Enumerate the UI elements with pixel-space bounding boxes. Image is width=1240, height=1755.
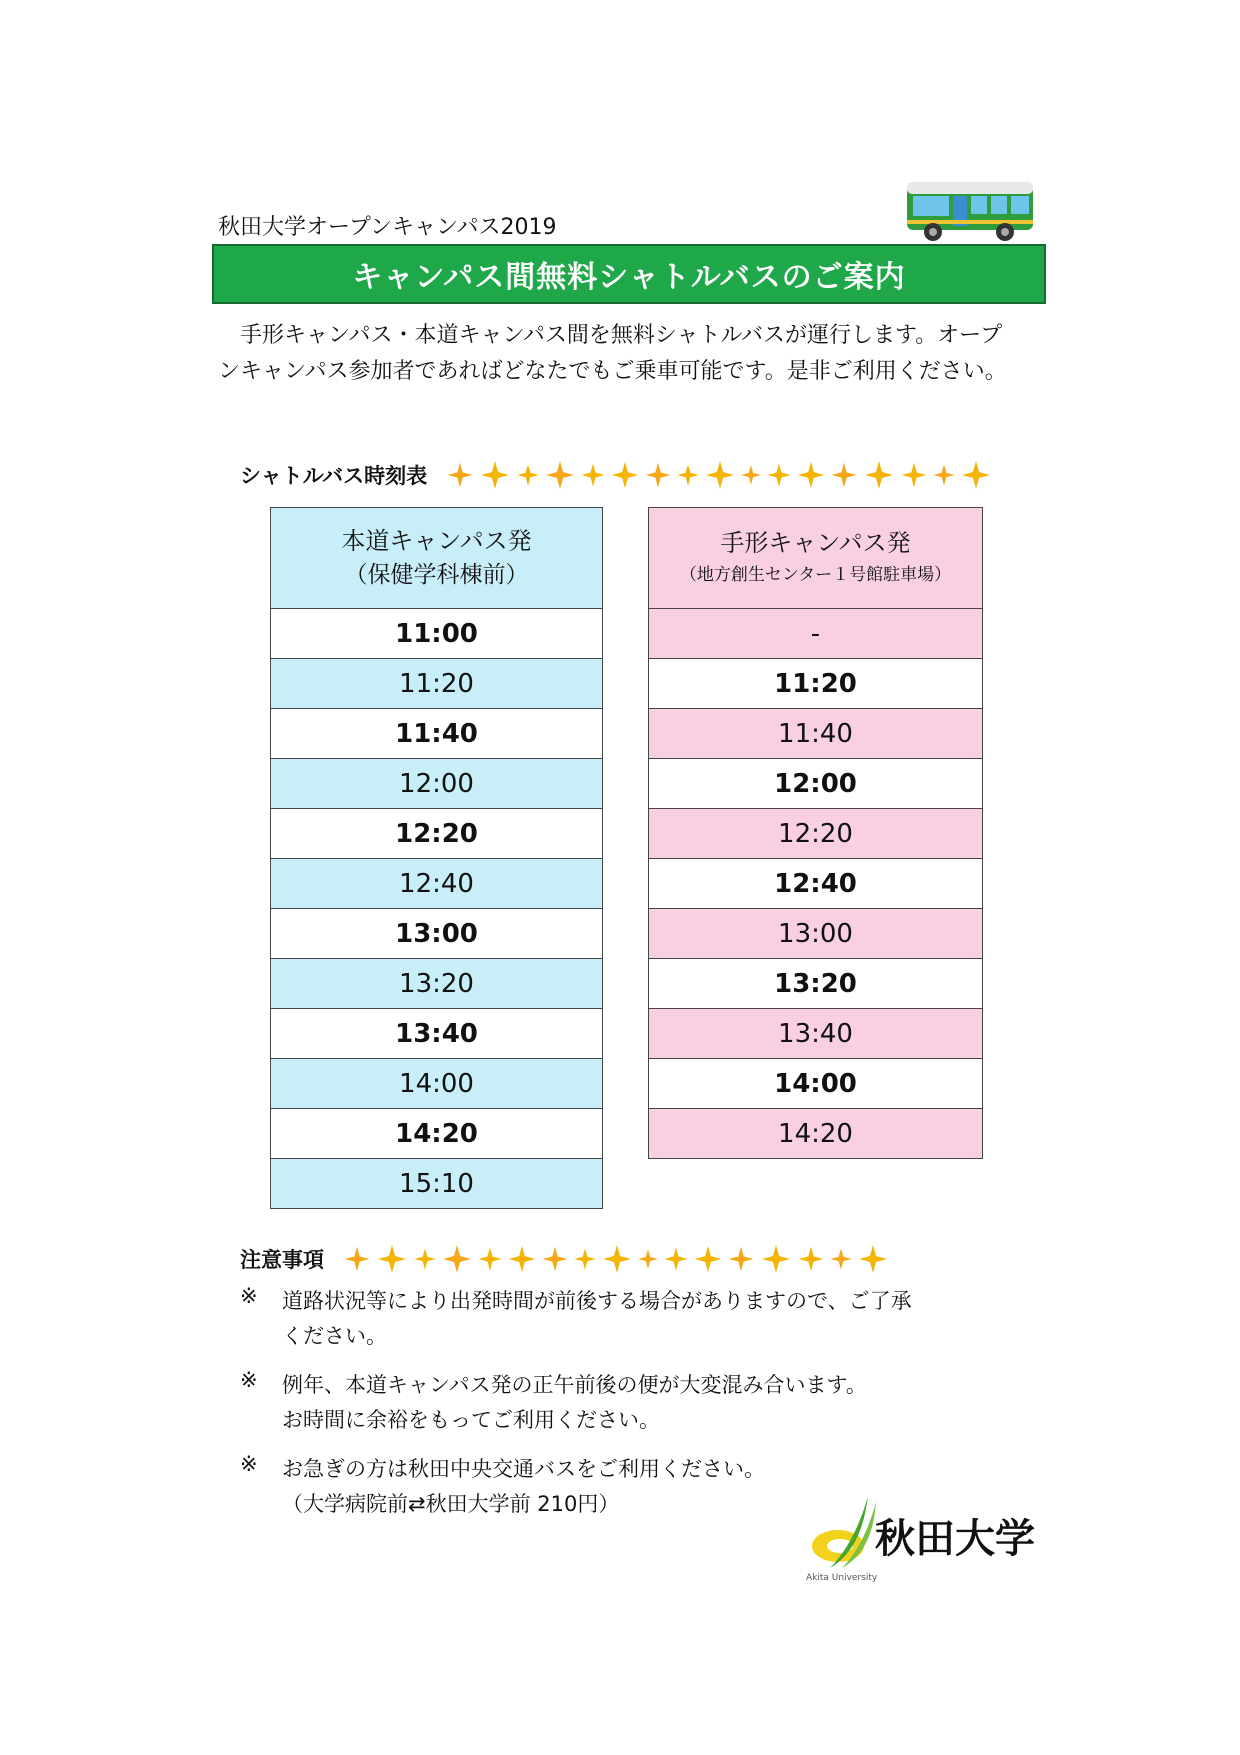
timetable-row [649,759,983,809]
star-icon [931,458,957,492]
star-icon [856,1242,890,1276]
timetable-row [271,809,603,859]
star-icon [643,458,673,492]
star-icon [600,1242,634,1276]
timetable-heading [240,458,993,492]
hondo-departure-time: 15:10 [271,1159,603,1209]
timetable-row [271,1109,603,1159]
timetable-row [649,859,983,909]
timetable-row [649,609,983,659]
timetable-row [271,1059,603,1109]
star-icon [739,458,763,492]
star-icon [675,458,701,492]
star-icon [758,1242,794,1276]
timetable-row [649,1109,983,1159]
timetable-row [649,709,983,759]
star-icon [828,1242,854,1276]
timetable-row [271,1159,603,1209]
timetable-heading-text: シャトルバス時刻表 [240,464,428,488]
timetable-row [271,1009,603,1059]
star-icon [374,1242,410,1276]
tegata-departure-time: 13:00 [649,909,983,959]
timetable-row [649,909,983,959]
note-mark: ※ [240,1284,258,1308]
star-icon [412,1242,438,1276]
tegata-departure-time: 13:40 [649,1009,983,1059]
timetable-hondo [270,507,603,1209]
star-icon [476,1242,504,1276]
notes-heading [240,1242,890,1276]
note-mark: ※ [240,1452,258,1476]
tegata-header [649,508,983,609]
star-row-icon [342,1242,890,1276]
hondo-departure-time: 13:20 [271,959,603,1009]
note-line: 道路状況等により出発時間が前後する場合がありますので、ご了承 [282,1289,912,1313]
tegata-departure-time: 12:00 [649,759,983,809]
tegata-departure-time: 12:40 [649,859,983,909]
tegata-departure-time: 11:40 [649,709,983,759]
hondo-subtitle: （保健学科棟前） [344,562,529,588]
intro-line-1: 手形キャンパス・本道キャンパス間を無料シャトルバスが運行します。オープ [240,323,1003,348]
tegata-departure-time: 12:20 [649,809,983,859]
star-icon [899,458,929,492]
bus-icon [905,178,1037,246]
university-name: 秋田大学 [875,1516,1035,1562]
hondo-departure-time: 13:00 [271,909,603,959]
star-icon [662,1242,690,1276]
star-icon [795,458,827,492]
timetable-row [271,659,603,709]
timetable-row [649,1009,983,1059]
hondo-departure-time: 14:00 [271,1059,603,1109]
title-banner [212,244,1046,304]
star-icon [703,458,737,492]
timetable-row [271,759,603,809]
note-line: お時間に余裕をもってご利用ください。 [282,1408,660,1432]
star-icon [829,458,859,492]
note-mark: ※ [240,1368,258,1392]
hondo-title: 本道キャンパス発 [341,527,532,555]
intro-text [218,318,1048,390]
hondo-departure-time: 14:20 [271,1109,603,1159]
intro-line-2: ンキャンパス参加者であればどなたでもご乗車可能です。是非ご利用ください。 [218,359,1007,384]
note-line: ください。 [282,1324,387,1348]
hondo-departure-time: 12:40 [271,859,603,909]
star-icon [861,458,897,492]
star-icon [540,1242,570,1276]
timetable-row [271,959,603,1009]
timetable-row [271,609,603,659]
star-icon [959,458,993,492]
tegata-subtitle: （地方創生センター１号館駐車場） [679,565,952,585]
star-icon [765,458,793,492]
star-icon [572,1242,598,1276]
hondo-departure-time: 11:20 [271,659,603,709]
star-icon [636,1242,660,1276]
star-icon [796,1242,826,1276]
timetable-row [271,859,603,909]
note-line: （大学病院前⇄秋田大学前 210円） [282,1492,620,1516]
note-line: 例年、本道キャンパス発の正午前後の便が大変混み合います。 [282,1373,867,1397]
banner-title: キャンパス間無料シャトルバスのご案内 [352,260,906,295]
star-icon [440,1242,474,1276]
star-icon [477,458,513,492]
hondo-departure-time: 11:40 [271,709,603,759]
notes-heading-text: 注意事項 [240,1248,324,1272]
timetable-row [649,809,983,859]
hondo-header [271,508,603,609]
star-icon [342,1242,372,1276]
timetable-tegata [648,507,983,1159]
star-icon [543,458,577,492]
star-row-icon [445,458,993,492]
star-icon [609,458,641,492]
tegata-departure-time: 14:00 [649,1059,983,1109]
tegata-departure-time: 11:20 [649,659,983,709]
tegata-title: 手形キャンパス発 [720,529,911,557]
hondo-departure-time: 12:20 [271,809,603,859]
star-icon [445,458,475,492]
event-title: 秋田大学オープンキャンパス2019 [218,215,557,240]
note-item [240,1368,1000,1438]
timetable-row [649,1059,983,1109]
hondo-departure-time: 13:40 [271,1009,603,1059]
timetable-row [649,659,983,709]
star-icon [692,1242,724,1276]
timetable-row [271,709,603,759]
note-line: お急ぎの方は秋田中央交通バスをご利用ください。 [282,1457,765,1481]
star-icon [506,1242,538,1276]
timetable-row [649,959,983,1009]
tegata-departure-time: 14:20 [649,1109,983,1159]
star-icon [726,1242,756,1276]
timetable-row [271,909,603,959]
tegata-departure-time: 13:20 [649,959,983,1009]
note-item [240,1284,1000,1354]
tegata-departure-time: - [649,609,983,659]
university-english-name: Akita University [806,1573,878,1583]
star-icon [579,458,607,492]
hondo-departure-time: 12:00 [271,759,603,809]
star-icon [515,458,541,492]
hondo-departure-time: 11:00 [271,609,603,659]
